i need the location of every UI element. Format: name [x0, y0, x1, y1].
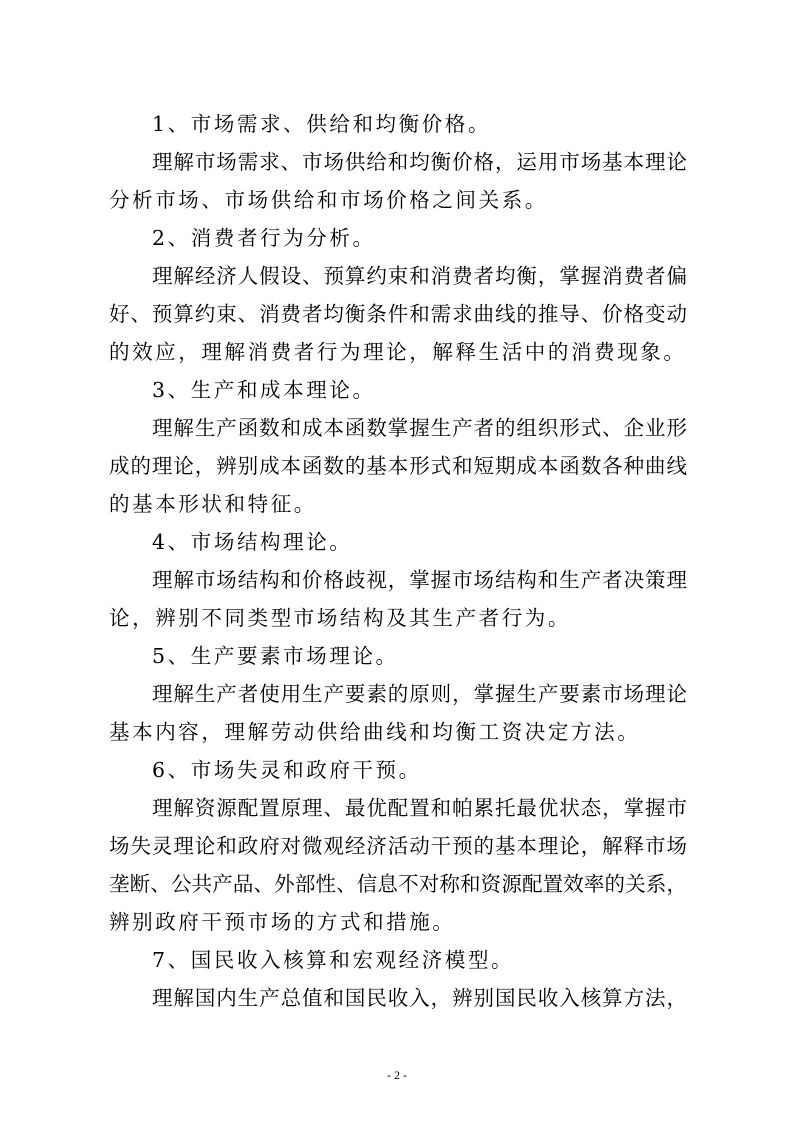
section-heading-6: 6、市场失灵和政府干预。	[152, 758, 422, 782]
paragraph-line: 理解生产者使用生产要素的原则，掌握生产要素市场理论	[152, 682, 687, 706]
paragraph-line: 理解市场需求、市场供给和均衡价格，运用市场基本理论	[152, 150, 687, 174]
section-heading-3: 3、生产和成本理论。	[152, 378, 376, 402]
paragraph-line: 理解市场结构和价格歧视，掌握市场结构和生产者决策理	[152, 568, 687, 592]
paragraph-line: 基本内容，理解劳动供给曲线和均衡工资决定方法。	[109, 720, 641, 744]
paragraph-line: 理解国内生产总值和国民收入，辨别国民收入核算方法，	[152, 986, 687, 1010]
section-heading-7: 7、国民收入核算和宏观经济模型。	[152, 948, 515, 972]
paragraph-line: 的基本形状和特征。	[109, 492, 317, 516]
paragraph-line: 的效应，理解消费者行为理论，解释生活中的消费现象。	[109, 340, 687, 364]
paragraph-line: 理解资源配置原理、最优配置和帕累托最优状态，掌握市	[152, 796, 687, 820]
section-heading-5: 5、生产要素市场理论。	[152, 644, 399, 668]
paragraph-line: 成的理论，辨别成本函数的基本形式和短期成本函数各种曲线	[109, 454, 687, 478]
paragraph-line: 辨别政府干预市场的方式和措施。	[109, 910, 456, 934]
paragraph-line: 分析市场、市场供给和市场价格之间关系。	[109, 188, 548, 212]
section-heading-2: 2、消费者行为分析。	[152, 226, 376, 250]
page-number: - 2 -	[387, 1068, 407, 1082]
paragraph-line: 好、预算约束、消费者均衡条件和需求曲线的推导、价格变动	[109, 302, 687, 326]
section-heading-4: 4、市场结构理论。	[152, 530, 353, 554]
paragraph-line: 理解生产函数和成本函数掌握生产者的组织形式、企业形	[152, 416, 687, 440]
paragraph-line: 垄断、公共产品、外部性、信息不对称和资源配置效率的关系，	[109, 872, 687, 896]
paragraph-line: 论，辨别不同类型市场结构及其生产者行为。	[109, 606, 571, 630]
section-heading-1: 1、市场需求、供给和均衡价格。	[152, 112, 492, 136]
paragraph-line: 理解经济人假设、预算约束和消费者均衡，掌握消费者偏	[152, 264, 687, 288]
paragraph-line: 场失灵理论和政府对微观经济活动干预的基本理论，解释市场	[109, 834, 687, 858]
